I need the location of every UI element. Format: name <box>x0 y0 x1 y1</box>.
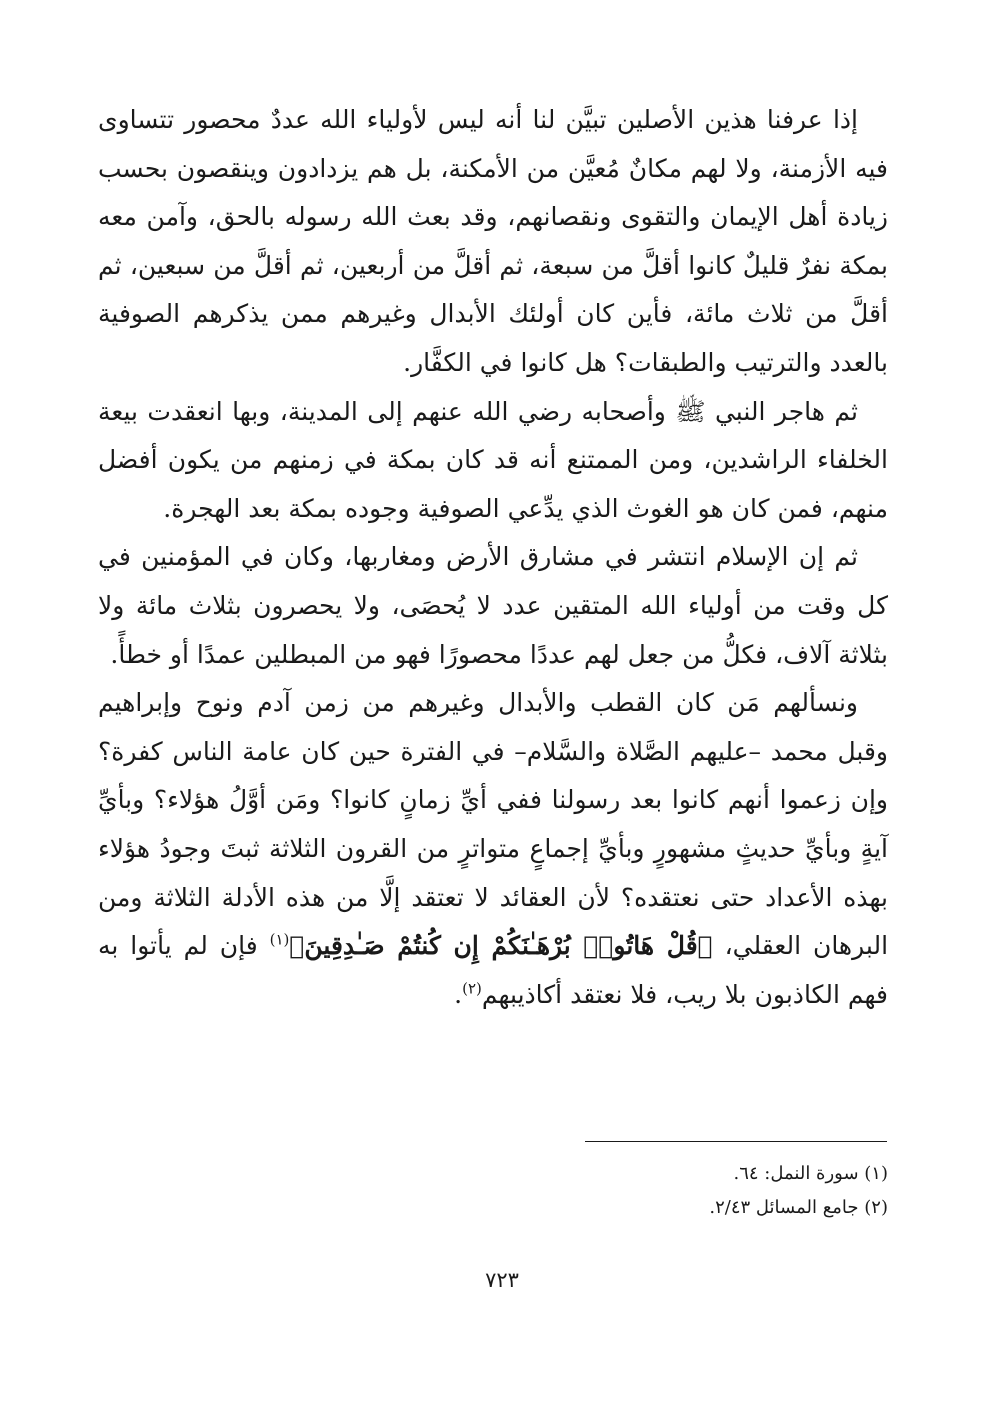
paragraph-4 <box>98 679 888 1019</box>
footnote-2: (٢) جامع المسائل ٢/٤٣. <box>709 1197 888 1218</box>
paragraph-4-text: ونسألهم مَن كان القطب والأبدال وغيرهم من زمن آدم ونوح وإبراهيم وقبل محمد –عليهم الصَّلاة والسَّلام– في الفترة حين كان عامة الناس كفرة؟ وإن زعموا أنهم كانوا بعد رسولنا ففي أيِّ زمانٍ كانوا؟ ومَن أوَّلُ هؤلاء؟ وبأيِّ آيةٍ وبأيِّ حديثٍ مشهورٍ وبأيِّ إجماعٍ متواترٍ من القرون الثلاثة ثبتَ وجودُ هؤلاء بهذه الأعداد حتى نعتقده؟ لأن العقائد لا تعتقد إلَّا من هذه الأدلة الثلاثة ومن البرهان العقلي، <box>98 688 889 961</box>
paragraph-4-end: . <box>454 979 463 1009</box>
paragraph-1: إذا عرفنا هذين الأصلين تبيَّن لنا أنه ليس لأولياء الله عددٌ محصور تتساوى فيه الأزمنة، ولا لهم مكانٌ مُعيَّن من الأمكنة، بل هم يزدادون وينقصون بحسب زيادة أهل الإيمان والتقوى ونقصانهم، وقد بعث الله رسوله بالحق، وآمن معه بمكة نفرٌ قليلٌ كانوا أقلَّ من سبعة، ثم أقلَّ من أربعين، ثم أقلَّ من سبعين، ثم أقلَّ من ثلاث مائة، فأين كان أولئك الأبدال وغيرهم ممن يذكرهم الصوفية بالعدد والترتيب والطبقات؟ هل كانوا في الكفَّار. <box>98 105 888 377</box>
quran-verse: ﴿قُلْ هَاتُوا۟ بُرْهَـٰنَكُمْ إِن كُنتُمْ صَـٰدِقِينَ﴾ <box>289 931 713 961</box>
footnote-ref-1: (١) <box>269 930 290 949</box>
paragraph-3: ثم إن الإسلام انتشر في مشارق الأرض ومغاربها، وكان في المؤمنين في كل وقت من أولياء الله المتقين عدد لا يُحصَى، ولا يحصرون بثلاث مائة ولا بثلاثة آلاف، فكلُّ من جعل لهم عددًا محصورًا فهو من المبطلين عمدًا أو خطأً. <box>98 542 888 669</box>
footnote-1: (١) سورة النمل: ٦٤. <box>733 1163 888 1184</box>
page-number: ٧٢٣ <box>485 1268 519 1292</box>
footnote-ref-2: (٢) <box>462 979 482 998</box>
footnote-divider <box>585 1141 887 1142</box>
paragraph-4-continuation: فإن لم يأتوا به فهم الكاذبون بلا ريب، فلا نعتقد أكاذيبهم <box>98 931 888 1009</box>
footnotes <box>98 1157 888 1225</box>
page-body <box>98 96 888 1019</box>
paragraph-2: ثم هاجر النبي ﷺ وأصحابه رضي الله عنهم إلى المدينة، وبها انعقدت بيعة الخلفاء الراشدين، ومن الممتنع أنه قد كان بمكة في زمنهم من يكون أفضل منهم، فمن كان هو الغوث الذي يدِّعي الصوفية وجوده بمكة بعد الهجرة. <box>98 396 888 523</box>
